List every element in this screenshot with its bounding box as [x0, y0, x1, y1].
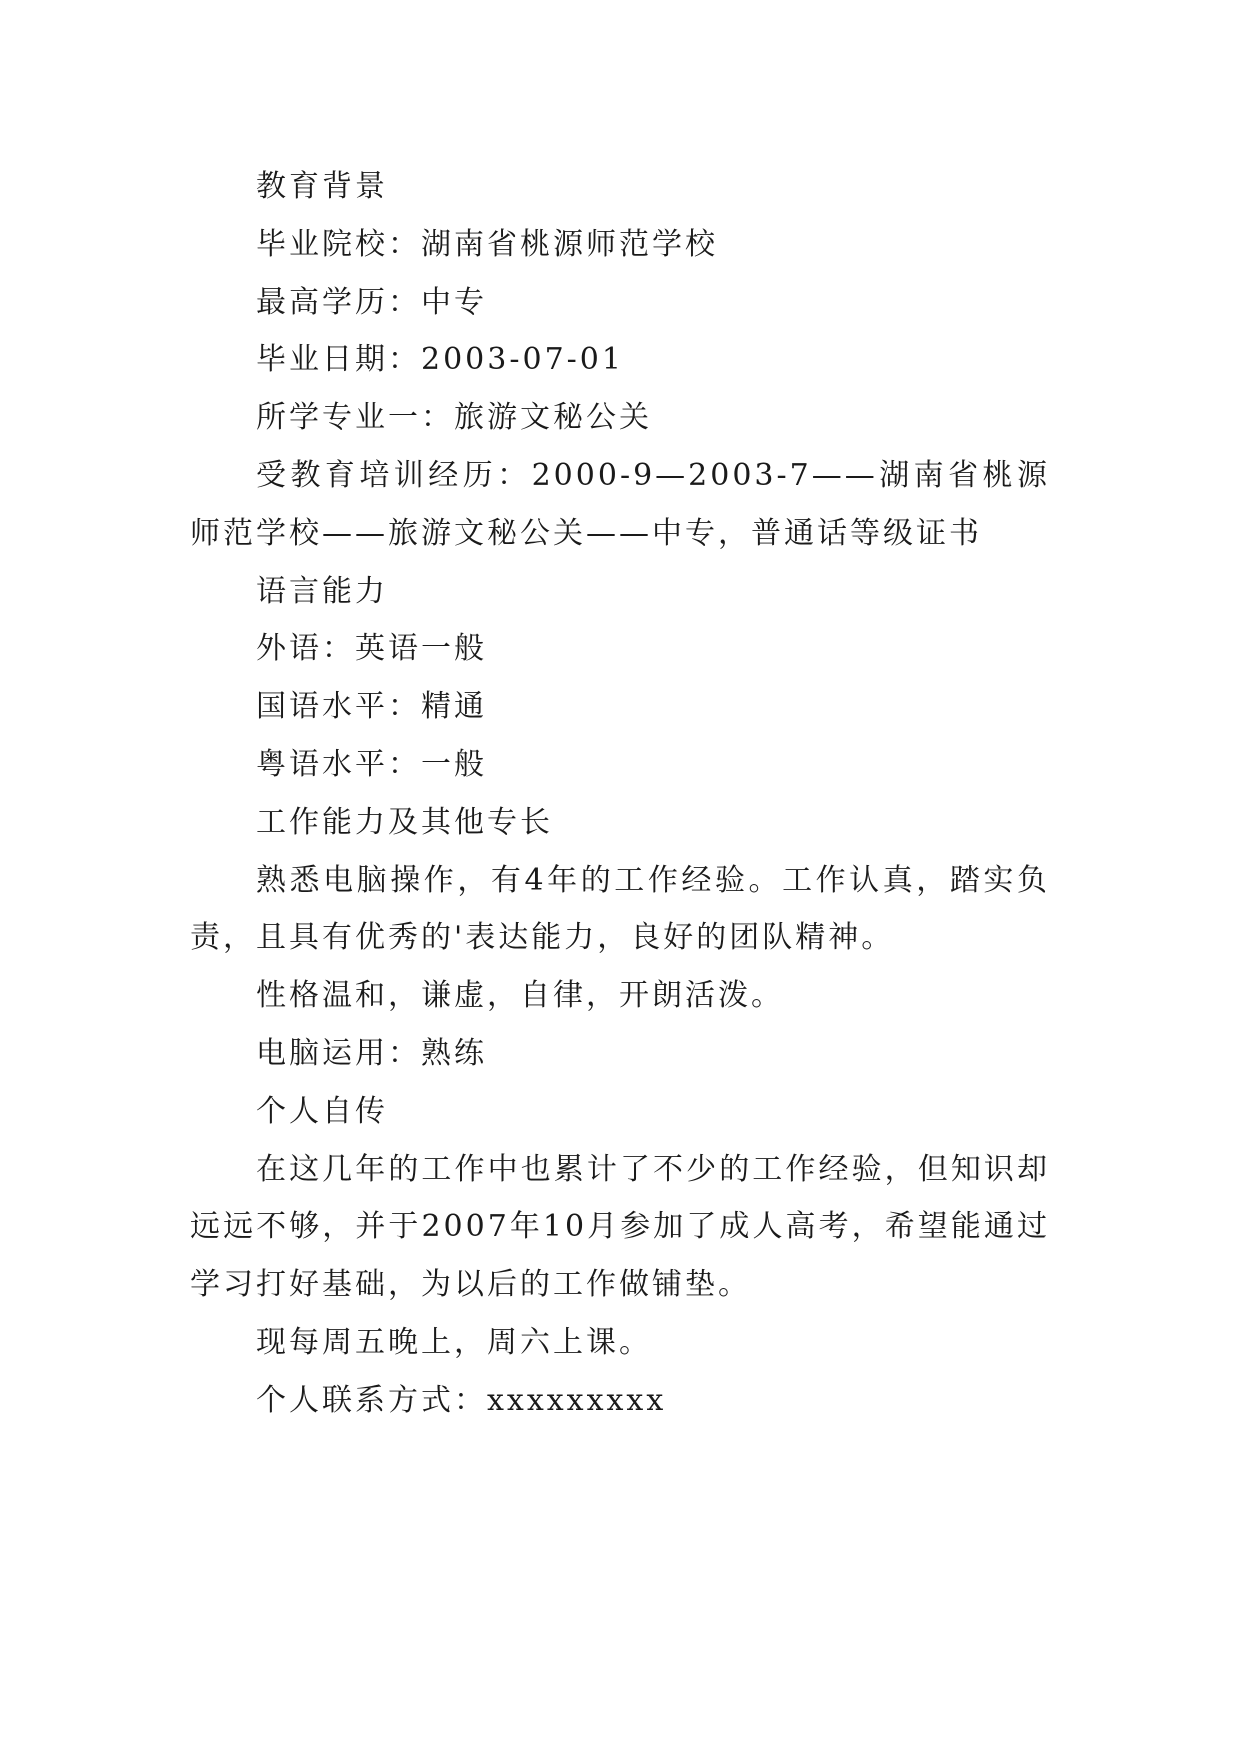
graduation-date: 毕业日期：2003-07-01 — [256, 342, 624, 378]
section-heading-language: 语言能力 — [256, 573, 388, 609]
mandarin-level: 国语水平：精通 — [256, 689, 487, 725]
contact-info: 个人联系方式：xxxxxxxxx — [256, 1382, 667, 1418]
foreign-language: 外语：英语一般 — [256, 631, 487, 667]
computer-skill: 电脑运用：熟练 — [256, 1035, 487, 1071]
section-heading-skills: 工作能力及其他专长 — [256, 804, 553, 840]
personality: 性格温和，谦虚，自律，开朗活泼。 — [256, 978, 784, 1014]
section-heading-autobiography: 个人自传 — [256, 1093, 388, 1129]
training-history: 受教育培训经历：2000-9—2003-7——湖南省桃源师范学校——旅游文秘公关——中专，普通话等级证书 — [190, 457, 1050, 551]
document-body — [190, 158, 1050, 1430]
major: 所学专业一：旅游文秘公关 — [256, 400, 652, 436]
highest-education: 最高学历：中专 — [256, 284, 487, 320]
section-heading-education: 教育背景 — [256, 169, 388, 204]
cantonese-level: 粤语水平：一般 — [256, 746, 487, 782]
class-schedule: 现每周五晚上，周六上课。 — [256, 1324, 652, 1360]
skills-description: 熟悉电脑操作，有4年的工作经验。工作认真，踏实负责，且具有优秀的'表达能力，良好的团队精神。 — [190, 862, 1050, 956]
graduation-school: 毕业院校：湖南省桃源师范学校 — [256, 226, 718, 262]
autobiography-text: 在这几年的工作中也累计了不少的工作经验，但知识却远远不够，并于2007年10月参加了成人高考，希望能通过学习打好基础，为以后的工作做铺垫。 — [190, 1151, 1050, 1303]
